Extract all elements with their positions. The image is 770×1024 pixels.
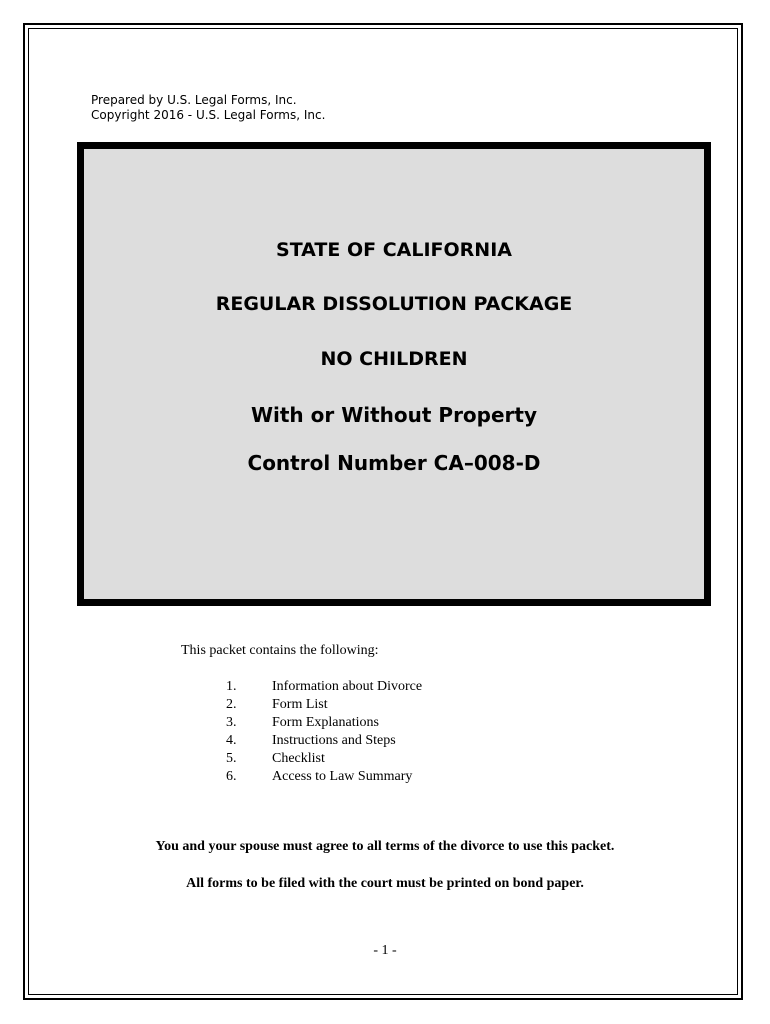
property-title: With or Without Property (250, 403, 538, 427)
list-item-label: Information about Divorce (272, 679, 423, 694)
list-item (226, 750, 422, 768)
page-number: - 1 - (373, 943, 397, 958)
contents-intro: This packet contains the following: (181, 643, 379, 658)
list-item (226, 714, 422, 732)
contents-list (226, 678, 422, 786)
list-item-number: 3. (226, 715, 237, 730)
list-item (226, 768, 422, 786)
list-item-label: Access to Law Summary (272, 769, 413, 784)
list-item-label: Instructions and Steps (272, 733, 396, 748)
copyright-text: Copyright 2016 - U.S. Legal Forms, Inc. (91, 108, 326, 122)
list-item (226, 678, 422, 696)
list-item (226, 732, 422, 750)
control-number: Control Number CA–008-D (247, 451, 541, 475)
list-item-number: 2. (226, 697, 237, 712)
prepared-by-block (91, 93, 325, 123)
prepared-by-text: Prepared by U.S. Legal Forms, Inc. (91, 93, 297, 107)
list-item-label: Form Explanations (272, 715, 379, 730)
children-title: NO CHILDREN (320, 348, 468, 370)
list-item-label: Checklist (272, 751, 325, 766)
title-box (77, 142, 711, 606)
list-item-number: 6. (226, 769, 237, 784)
package-title: REGULAR DISSOLUTION PACKAGE (215, 293, 573, 315)
list-item-label: Form List (272, 697, 328, 712)
bond-paper-notice: All forms to be filed with the court must be printed on bond paper. (186, 876, 584, 891)
list-item-number: 5. (226, 751, 237, 766)
state-title: STATE OF CALIFORNIA (276, 239, 512, 261)
list-item-number: 1. (226, 679, 237, 694)
agreement-notice: You and your spouse must agree to all terms of the divorce to use this packet. (155, 839, 615, 854)
list-item (226, 696, 422, 714)
list-item-number: 4. (226, 733, 237, 748)
